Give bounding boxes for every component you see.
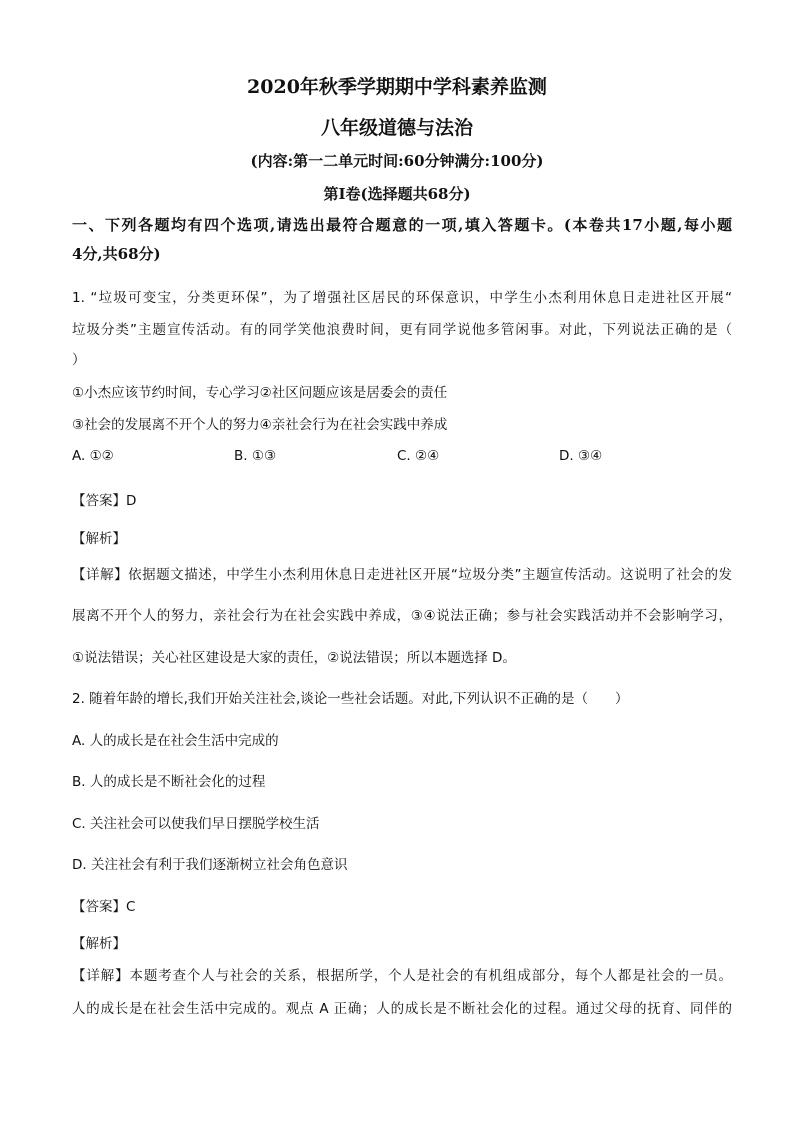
exam-title: 2020年秋季学期期中学科素养监测	[247, 76, 547, 98]
q1-option-a: A. ①②	[72, 448, 114, 464]
q2-stem: 2. 随着年龄的增长,我们开始关注社会,谈论一些社会话题。对此,下列认识不正确的是（ ）	[72, 691, 629, 707]
q1-stem-line1: 1. “垃圾可变宝，分类更环保”，为了增强社区居民的环保意识，中学生小杰利用休息日走进社区开展“	[72, 290, 732, 306]
q1-option-c: C. ②④	[397, 448, 440, 464]
q2-option-b: B. 人的成长是不断社会化的过程	[72, 774, 266, 790]
section-instruction-line2: 4分,共68分)	[72, 245, 161, 263]
q1-stem-line2: 垃圾分类”主题宣传活动。有的同学笑他浪费时间，更有同学说他多管闲事。对此，下列说法正确的是（	[72, 322, 732, 338]
section-instruction-line1: 一、下列各题均有四个选项,请选出最符合题意的一项,填入答题卡。(本卷共17小题,每小题	[72, 216, 732, 234]
q1-detail-line3: ①说法错误；关心社区建设是大家的责任，②说法错误；所以本题选择 D。	[72, 650, 516, 666]
q2-option-c: C. 关注社会可以使我们早日摆脱学校生活	[72, 816, 320, 832]
q1-statement-1: ①小杰应该节约时间，专心学习②社区问题应该是居委会的责任	[72, 385, 448, 401]
q1-stem-line3: ）	[72, 352, 86, 368]
q1-detail-line2: 展离不开个人的努力，亲社会行为在社会实践中养成，③④说法正确；参与社会实践活动并不会影响学习，	[72, 608, 732, 624]
q1-option-b: B. ①③	[234, 448, 277, 464]
q1-analysis-label: 【解析】	[72, 531, 126, 547]
exam-subject: 八年级道德与法治	[320, 117, 473, 139]
q2-answer: 【答案】C	[72, 899, 136, 915]
exam-info: (内容:第一二单元时间:60分钟满分:100分)	[250, 152, 544, 170]
q2-detail-line2: 人的成长是在社会生活中完成的。观点 A 正确；人的成长是不断社会化的过程。通过父母的抚育、同伴的	[72, 1001, 732, 1017]
q1-detail-line1: 【详解】依据题文描述，中学生小杰利用休息日走进社区开展“垃圾分类”主题宣传活动。这说明了社会的发	[72, 567, 732, 583]
q2-analysis-label: 【解析】	[72, 936, 126, 952]
volume-heading: 第Ⅰ卷(选择题共68分)	[323, 185, 471, 203]
q2-detail-line1: 【详解】本题考查个人与社会的关系，根据所学，个人是社会的有机组成部分，每个人都是社会的一员。	[72, 968, 732, 984]
q1-statement-2: ③社会的发展离不开个人的努力④亲社会行为在社会实践中养成	[72, 417, 448, 433]
q1-answer: 【答案】D	[72, 493, 137, 509]
q1-option-d: D. ③④	[559, 448, 603, 464]
q2-option-d: D. 关注社会有利于我们逐渐树立社会角色意识	[72, 857, 348, 873]
q2-option-a: A. 人的成长是在社会生活中完成的	[72, 733, 279, 749]
